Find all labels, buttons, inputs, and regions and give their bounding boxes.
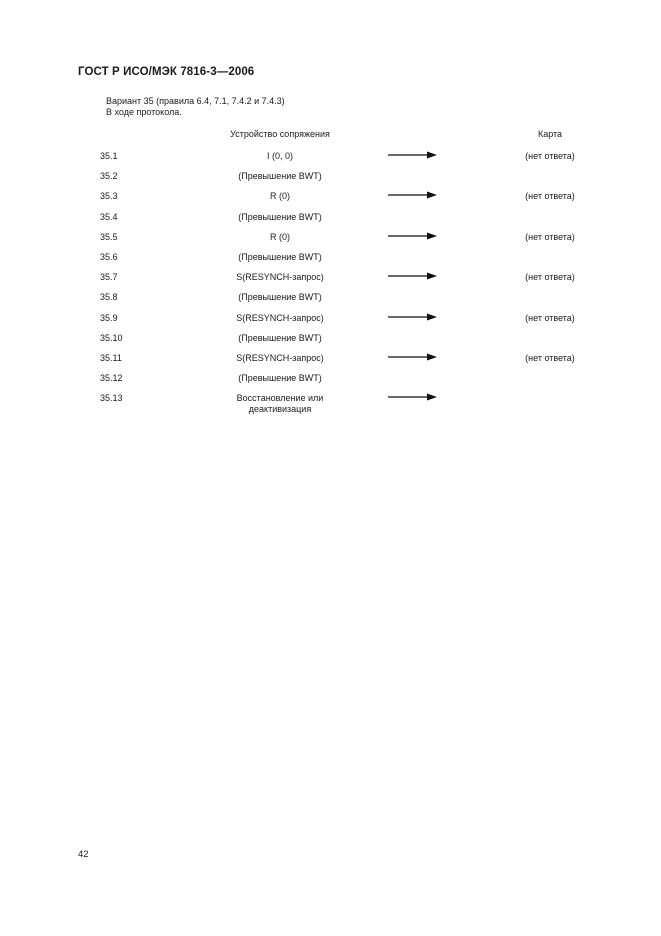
row-response: (нет ответа) [525, 231, 575, 242]
row-message: S(RESYNCH-запрос) [236, 272, 324, 283]
intro-text [106, 96, 285, 118]
row-number: 35.9 [100, 312, 118, 323]
row-message: (Превышение BWT) [238, 252, 322, 262]
row-response: (нет ответа) [525, 151, 575, 161]
row-number: 35.2 [100, 171, 118, 182]
arrow-right-icon [387, 311, 439, 323]
row-message: R (0) [270, 191, 290, 202]
table-row [0, 151, 661, 171]
row-number: 35.6 [100, 252, 118, 262]
arrow-right-icon [387, 189, 439, 201]
arrow-right-icon [387, 391, 439, 403]
intro-line-protocol: В ходе протокола. [106, 107, 182, 117]
table-row [0, 232, 661, 252]
row-number: 35.11 [100, 353, 122, 363]
row-number: 35.12 [100, 373, 123, 384]
column-heading-device: Устройство сопряжения [230, 129, 330, 139]
row-response: (нет ответа) [525, 191, 575, 202]
row-message: (Превышение BWT) [238, 211, 322, 222]
document-header: ГОСТ Р ИСО/МЭК 7816-3—2006 [78, 66, 255, 78]
row-number: 35.13 [100, 393, 123, 404]
table-row [0, 191, 661, 211]
intro-line-variant: Вариант 35 (правила 6.4, 7.1, 7.4.2 и 7.4.3) [106, 96, 285, 106]
row-message: S(RESYNCH-запрос) [236, 353, 324, 363]
row-message: R (0) [270, 231, 290, 242]
arrow-right-icon [387, 351, 439, 363]
table-row [0, 373, 661, 393]
arrow-right-icon [387, 270, 439, 282]
table-row [0, 272, 661, 292]
row-number: 35.3 [100, 191, 118, 202]
arrow-right-icon [387, 149, 439, 161]
row-message: (Превышение BWT) [238, 292, 322, 303]
row-response: (нет ответа) [525, 312, 575, 323]
row-message: I (0, 0) [266, 151, 293, 161]
column-heading-card: Карта [537, 129, 563, 139]
row-message: S(RESYNCH-запрос) [236, 312, 324, 323]
table-row [0, 353, 661, 373]
row-message: (Превышение BWT) [238, 373, 322, 384]
table-row [0, 252, 661, 272]
table-row [0, 212, 661, 232]
row-number: 35.1 [100, 151, 118, 161]
table-row [0, 171, 661, 191]
table-row [0, 333, 661, 353]
row-number: 35.5 [100, 231, 118, 242]
row-number: 35.8 [100, 292, 118, 303]
arrow-right-icon [387, 230, 439, 242]
table-row [0, 393, 661, 413]
table-row [0, 313, 661, 333]
table-row [0, 292, 661, 312]
row-number: 35.7 [100, 272, 118, 283]
page-number: 42 [78, 849, 89, 860]
row-number: 35.4 [100, 211, 118, 222]
row-message: Восстановление или деактивизация [236, 393, 324, 415]
row-response: (нет ответа) [525, 272, 575, 283]
row-number: 35.10 [100, 332, 123, 343]
row-message: (Превышение BWT) [238, 332, 322, 343]
row-message: (Превышение BWT) [238, 171, 322, 182]
row-response: (нет ответа) [525, 353, 575, 363]
